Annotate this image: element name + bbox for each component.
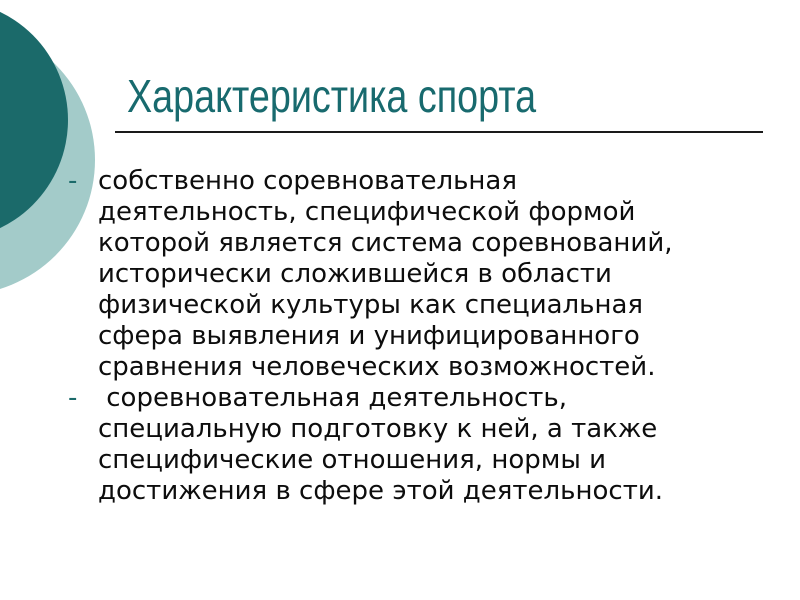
bullet-dash-marker: - xyxy=(68,383,78,413)
bullet-text-2 xyxy=(98,383,728,507)
slide-body xyxy=(68,166,728,507)
bullet-item-1 xyxy=(68,166,728,383)
text-line: сравнения человеческих возможностей. xyxy=(98,352,656,382)
text-line: физической культуры как специальная xyxy=(98,290,644,320)
bullet-dash-marker: - xyxy=(68,166,78,196)
bullet-item-2 xyxy=(68,383,728,507)
text-line: специальную подготовку к ней, а также xyxy=(98,414,658,444)
text-line: собственно соревновательная xyxy=(98,166,518,196)
bullet-text-1 xyxy=(98,166,728,383)
text-line: достижения в сфере этой деятельности. xyxy=(98,476,664,506)
slide-title: Характеристика спорта xyxy=(127,70,537,122)
text-line: соревновательная деятельность, xyxy=(98,383,568,413)
text-line: деятельность, специфической формой xyxy=(98,197,636,227)
text-line: специфические отношения, нормы и xyxy=(98,445,607,475)
text-line: исторически сложившейся в области xyxy=(98,259,612,289)
text-line: которой является система соревнований, xyxy=(98,228,673,258)
title-underline-rule xyxy=(115,131,763,133)
text-line: сфера выявления и унифицированного xyxy=(98,321,640,351)
